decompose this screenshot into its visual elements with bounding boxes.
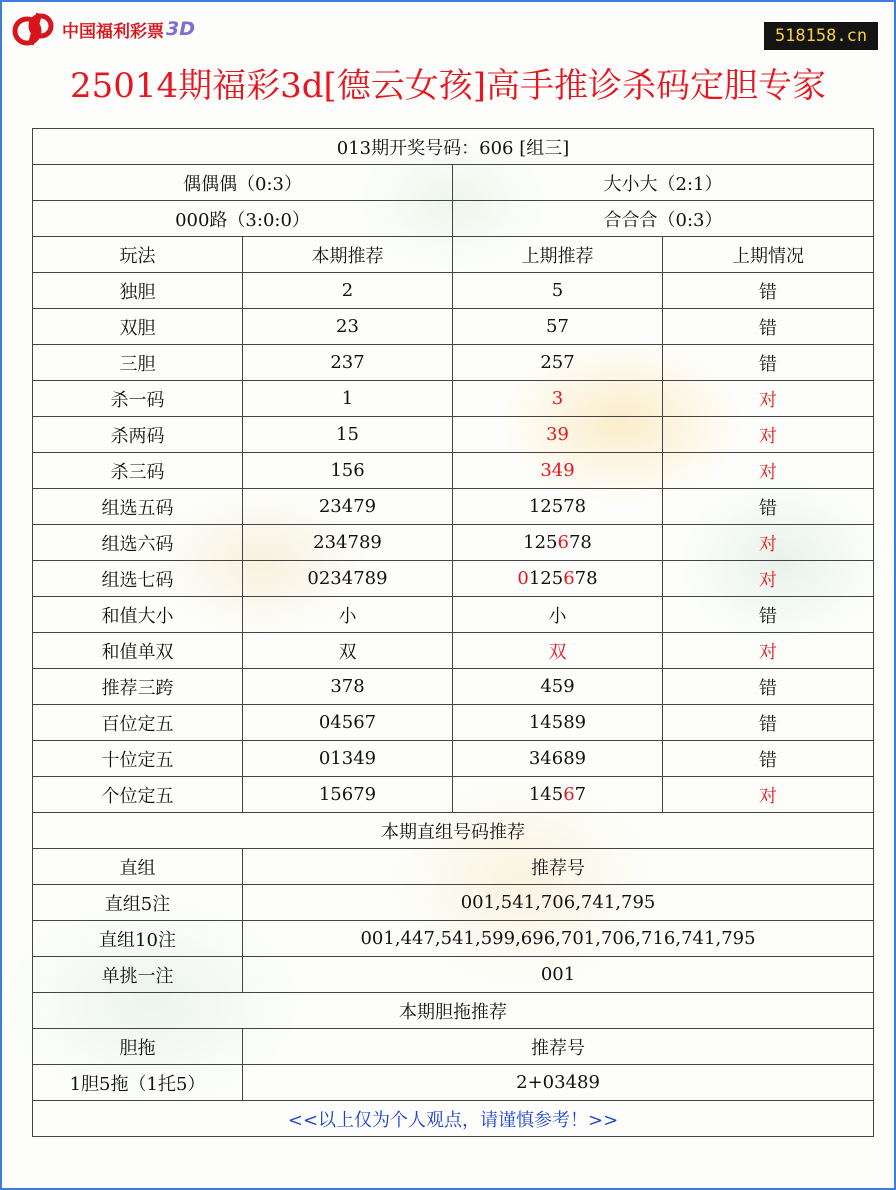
play-type: 杀一码: [33, 381, 243, 417]
hit-digit: 3: [551, 388, 564, 409]
table-row: [33, 1065, 874, 1101]
digit-group: 125: [528, 568, 564, 589]
draw-result: 013期开奖号码：606 [组三]: [33, 129, 874, 165]
current-recommendation: 双: [243, 633, 453, 669]
previous-recommendation: [453, 633, 663, 669]
current-recommendation: 1: [243, 381, 453, 417]
table-row: [33, 741, 874, 777]
digit-group: 257: [540, 352, 575, 373]
table-header-row: [33, 237, 874, 273]
current-recommendation: 15679: [243, 777, 453, 813]
table-row: [33, 489, 874, 525]
digit-group: 小: [548, 605, 567, 627]
previous-recommendation: [453, 453, 663, 489]
play-type: 独胆: [33, 273, 243, 309]
previous-result: 错: [663, 309, 874, 345]
previous-result: 对: [663, 417, 874, 453]
previous-result: 对: [663, 453, 874, 489]
table-row: [33, 453, 874, 489]
previous-recommendation: [453, 741, 663, 777]
current-recommendation: 01349: [243, 741, 453, 777]
previous-recommendation: [453, 777, 663, 813]
play-type: 十位定五: [33, 741, 243, 777]
welfare-lottery-logo-icon: [12, 11, 58, 47]
header-current: 本期推荐: [243, 237, 453, 273]
play-type: 和值单双: [33, 633, 243, 669]
digit-group: 12578: [528, 496, 587, 517]
draw-result-row: [33, 129, 874, 165]
hit-digit: 双: [548, 641, 567, 663]
previous-recommendation: [453, 669, 663, 705]
footer-row: [33, 1101, 874, 1137]
table-row: [33, 525, 874, 561]
current-recommendation: 378: [243, 669, 453, 705]
table-row: [33, 633, 874, 669]
previous-result: 对: [663, 381, 874, 417]
previous-recommendation: [453, 309, 663, 345]
header-previous: 上期推荐: [453, 237, 663, 273]
previous-recommendation: [453, 525, 663, 561]
direct-section-title: 本期直组号码推荐: [33, 813, 874, 849]
summary-row: [33, 165, 874, 201]
previous-result: 对: [663, 561, 874, 597]
direct-label: 直组10注: [33, 921, 243, 957]
digit-group: 125: [523, 532, 558, 553]
play-type: 组选七码: [33, 561, 243, 597]
play-type: 杀三码: [33, 453, 243, 489]
dantuo-section-title: 本期胆拖推荐: [33, 993, 874, 1029]
play-type: 组选六码: [33, 525, 243, 561]
table-row: [33, 273, 874, 309]
previous-recommendation: [453, 417, 663, 453]
dantuo-header-type: 胆拖: [33, 1029, 243, 1065]
direct-value: 001,541,706,741,795: [243, 885, 874, 921]
direct-value: 001: [243, 957, 874, 993]
digit-group: 78: [574, 568, 598, 589]
route-pattern: 000路（3:0:0）: [33, 201, 453, 237]
hit-digit: 6: [557, 532, 569, 553]
previous-recommendation: [453, 561, 663, 597]
header-result: 上期情况: [663, 237, 874, 273]
previous-result: 对: [663, 525, 874, 561]
dantuo-section-title-row: [33, 993, 874, 1029]
play-type: 双胆: [33, 309, 243, 345]
table-row: [33, 777, 874, 813]
play-type: 和值大小: [33, 597, 243, 633]
direct-header-type: 直组: [33, 849, 243, 885]
current-recommendation: 04567: [243, 705, 453, 741]
digit-group: 5: [551, 280, 564, 301]
table-row: [33, 381, 874, 417]
current-recommendation: 23: [243, 309, 453, 345]
previous-result: 错: [663, 669, 874, 705]
previous-result: 错: [663, 741, 874, 777]
digit-group: 14589: [528, 712, 587, 733]
digit-group: 57: [546, 316, 569, 337]
previous-result: 错: [663, 345, 874, 381]
odd-even-pattern: 偶偶偶（0:3）: [33, 165, 453, 201]
hit-digit: 39: [546, 424, 569, 445]
direct-label: 单挑一注: [33, 957, 243, 993]
direct-header-row: [33, 849, 874, 885]
table-row: [33, 561, 874, 597]
direct-header-numbers: 推荐号: [243, 849, 874, 885]
current-recommendation: 2: [243, 273, 453, 309]
play-type: 组选五码: [33, 489, 243, 525]
table-row: [33, 705, 874, 741]
logo-text: 中国福利彩票: [62, 21, 164, 42]
current-recommendation: 0234789: [243, 561, 453, 597]
play-type: 推荐三跨: [33, 669, 243, 705]
table-row: [33, 597, 874, 633]
table-row: [33, 669, 874, 705]
table-row: [33, 885, 874, 921]
digit-group: 34689: [528, 748, 587, 769]
prediction-table: [32, 128, 874, 1137]
previous-result: 错: [663, 705, 874, 741]
hit-digit: 6: [563, 568, 575, 589]
current-recommendation: 156: [243, 453, 453, 489]
direct-section-title-row: [33, 813, 874, 849]
play-type: 三胆: [33, 345, 243, 381]
previous-recommendation: [453, 381, 663, 417]
dantuo-header-numbers: 推荐号: [243, 1029, 874, 1065]
previous-recommendation: [453, 597, 663, 633]
current-recommendation: 234789: [243, 525, 453, 561]
current-recommendation: 23479: [243, 489, 453, 525]
table-row: [33, 417, 874, 453]
table-row: [33, 345, 874, 381]
direct-value: 001,447,541,599,696,701,706,716,741,795: [243, 921, 874, 957]
previous-result: 对: [663, 633, 874, 669]
previous-recommendation: [453, 345, 663, 381]
dantuo-header-row: [33, 1029, 874, 1065]
hit-digit: 349: [540, 460, 575, 481]
previous-result: 对: [663, 777, 874, 813]
table-row: [33, 309, 874, 345]
current-recommendation: 15: [243, 417, 453, 453]
hit-digit: 6: [563, 784, 575, 805]
logo-3d: 3D: [166, 18, 195, 40]
current-recommendation: 小: [243, 597, 453, 633]
previous-recommendation: [453, 273, 663, 309]
previous-recommendation: [453, 705, 663, 741]
digit-group: 459: [540, 676, 575, 697]
footer-note: <<以上仅为个人观点，请谨慎参考！>>: [33, 1101, 874, 1137]
prime-composite-pattern: 合合合（0:3）: [453, 201, 874, 237]
hit-digit: 0: [517, 568, 529, 589]
digit-group: 78: [568, 532, 592, 553]
previous-result: 错: [663, 273, 874, 309]
dantuo-label: 1胆5拖（1托5）: [33, 1065, 243, 1101]
digit-group: 145: [528, 784, 564, 805]
digit-group: 7: [574, 784, 587, 805]
previous-result: 错: [663, 489, 874, 525]
current-recommendation: 237: [243, 345, 453, 381]
big-small-pattern: 大小大（2:1）: [453, 165, 874, 201]
play-type: 杀两码: [33, 417, 243, 453]
direct-label: 直组5注: [33, 885, 243, 921]
lottery-logo: [12, 10, 195, 48]
table-row: [33, 957, 874, 993]
table-row: [33, 921, 874, 957]
dantuo-value: 2+03489: [243, 1065, 874, 1101]
page-title: 25014期福彩3d[德云女孩]高手推诊杀码定胆专家: [69, 66, 827, 106]
site-badge[interactable]: 518158.cn: [764, 22, 878, 50]
play-type: 个位定五: [33, 777, 243, 813]
summary-row: [33, 201, 874, 237]
play-type: 百位定五: [33, 705, 243, 741]
header-play: 玩法: [33, 237, 243, 273]
previous-recommendation: [453, 489, 663, 525]
previous-result: 错: [663, 597, 874, 633]
